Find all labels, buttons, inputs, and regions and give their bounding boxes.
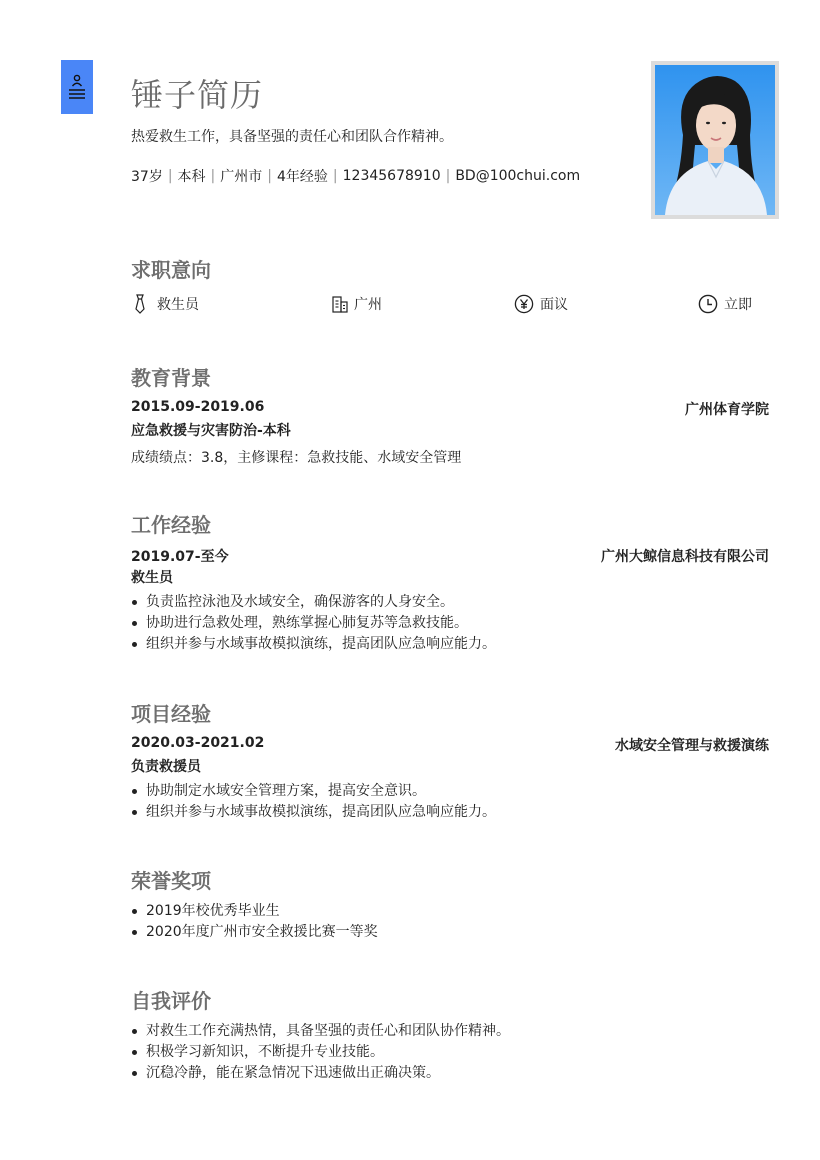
intent-label: 面议: [540, 297, 568, 313]
list-item: 负责监控泳池及水域安全，确保游客的人身安全。: [131, 592, 496, 613]
list-item: 协助制定水域安全管理方案，提高安全意识。: [131, 781, 496, 802]
person-list-icon: [67, 73, 87, 101]
list-item: 组织并参与水域事故模拟演练，提高团队应急响应能力。: [131, 634, 496, 655]
tagline: 热爱救生工作，具备坚强的责任心和团队合作精神。: [131, 129, 453, 145]
info-email: BD@100chui.com: [455, 168, 581, 184]
work-date: 2019.07-至今: [131, 549, 229, 565]
list-item: 对救生工作充满热情，具备坚强的责任心和团队协作精神。: [131, 1021, 510, 1042]
job-intent: [131, 294, 769, 316]
portrait-image: [655, 65, 775, 215]
section-title-honors: 荣誉奖项: [131, 869, 211, 893]
resume-name: 锤子简历: [131, 76, 264, 114]
intent-item-salary: [514, 294, 568, 314]
education-date: 2015.09-2019.06: [131, 399, 265, 415]
section-title-work: 工作经验: [131, 513, 211, 537]
intent-item-city: [332, 294, 382, 314]
separator: |: [267, 168, 272, 184]
info-age: 37岁: [131, 169, 163, 185]
project-role: 负责救援员: [131, 759, 201, 775]
separator: |: [210, 168, 216, 184]
info-city: 广州市: [220, 169, 263, 185]
separator: |: [445, 168, 451, 184]
work-company: 广州大鲸信息科技有限公司: [601, 549, 769, 565]
info-degree: 本科: [177, 169, 206, 185]
intent-item-position: [133, 294, 199, 314]
work-header: [131, 546, 769, 566]
project-header: [131, 735, 769, 754]
list-item: 组织并参与水域事故模拟演练，提高团队应急响应能力。: [131, 802, 496, 823]
section-title-education: 教育背景: [131, 366, 211, 390]
list-item: 协助进行急救处理，熟练掌握心肺复苏等急救技能。: [131, 613, 496, 634]
intent-label: 救生员: [157, 297, 199, 313]
building-icon: [332, 295, 348, 313]
clock-icon: [698, 294, 718, 314]
work-bullets: [131, 592, 496, 655]
list-item: 沉稳冷静，能在紧急情况下迅速做出正确决策。: [131, 1063, 510, 1084]
info-experience: 4年经验: [276, 169, 328, 185]
list-item: 积极学习新知识，不断提升专业技能。: [131, 1042, 510, 1063]
education-header: [131, 399, 769, 418]
intent-item-availability: [698, 294, 752, 314]
education-detail: 成绩绩点：3.8，主修课程：急救技能、水域安全管理: [131, 450, 462, 466]
list-item: 2020年度广州市安全救援比赛一等奖: [131, 922, 378, 943]
separator: |: [332, 168, 338, 184]
list-item: 2019年校优秀毕业生: [131, 901, 378, 922]
info-phone: 12345678910: [342, 168, 441, 184]
education-school: 广州体育学院: [685, 402, 769, 418]
work-role: 救生员: [131, 570, 173, 586]
education-major: 应急救援与灾害防治-本科: [131, 423, 291, 439]
intent-label: 广州: [354, 297, 382, 313]
section-title-intent: 求职意向: [131, 258, 211, 282]
yen-icon: [514, 294, 534, 314]
separator: |: [167, 168, 173, 184]
intent-label: 立即: [724, 297, 752, 313]
project-bullets: [131, 781, 496, 823]
section-title-project: 项目经验: [131, 702, 211, 726]
profile-photo: [651, 61, 779, 219]
tie-icon: [133, 294, 147, 314]
resume-badge: [61, 60, 93, 114]
self-bullets: [131, 1021, 510, 1084]
personal-info: [131, 166, 580, 186]
section-title-self: 自我评价: [131, 989, 211, 1013]
honors-bullets: [131, 901, 378, 943]
project-name: 水域安全管理与救援演练: [615, 738, 769, 754]
project-date: 2020.03-2021.02: [131, 735, 265, 751]
